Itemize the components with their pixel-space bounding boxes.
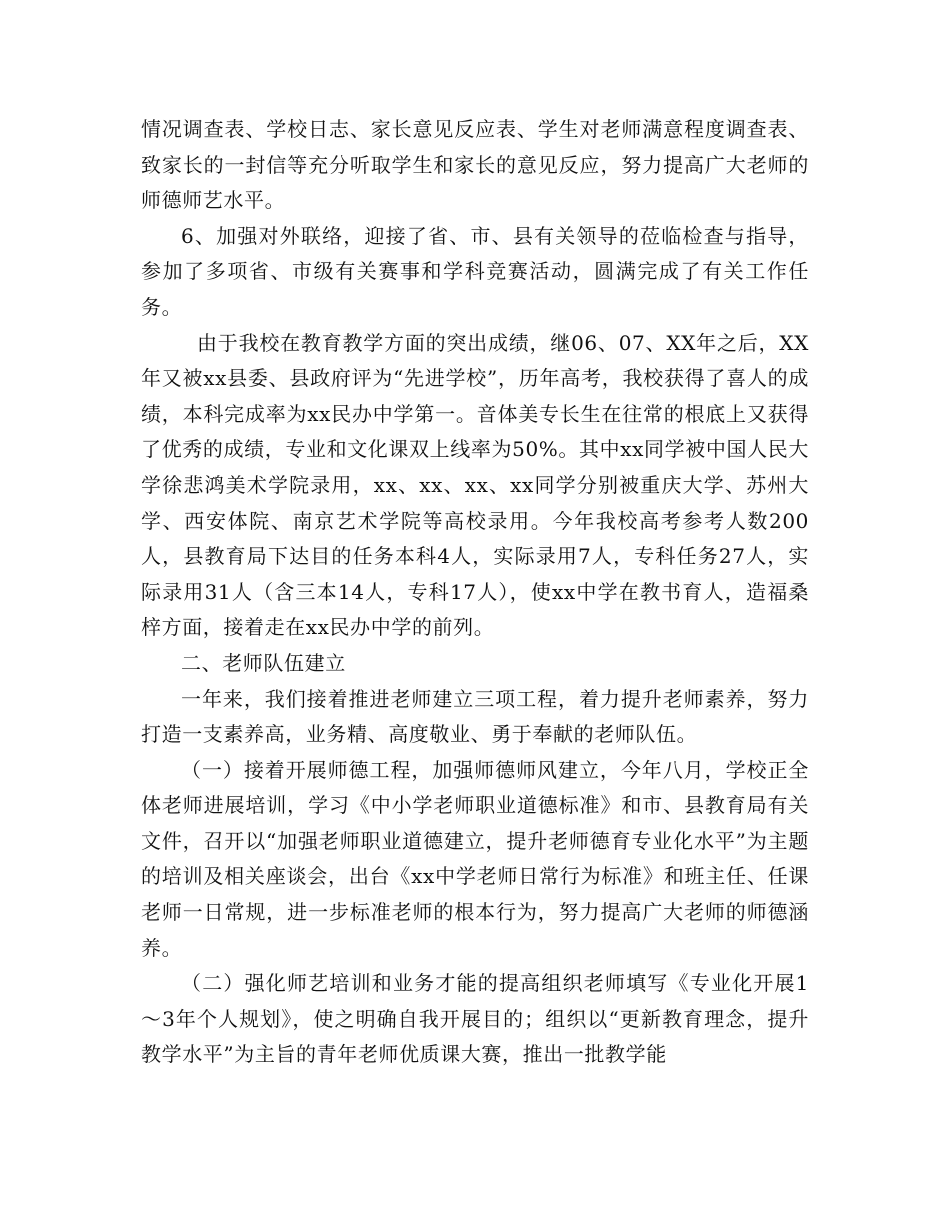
section-heading-teacher-team: 二、老师队伍建立 (181, 650, 346, 675)
paragraph-subsection-1: （一）接着开展师德工程，加强师德师风建立，今年八月，学校正全体老师进展培训，学习《中小学老师职业道德标准》和市、县教育局有关文件，召开以“加强老师职业道德建立，提升老师德育专业化水平”为主题的培训及相关座谈会，出台《xx中学老师日常行为标准》和班主任、任课老师一日常规，进一步标准老师的根本行为，努力提高广大老师的师德涵养。 (141, 757, 809, 960)
document-body (141, 112, 809, 1073)
paragraph-survey-continued: 情况调查表、学校日志、家长意见反应表、学生对老师满意程度调查表、致家长的一封信等充分听取学生和家长的意见反应，努力提高广大老师的师德师艺水平。 (141, 117, 809, 213)
paragraph-achievements: 由于我校在教育教学方面的突出成绩，继06、07、XX年之后，XX年又被xx县委、县政府评为“先进学校”，历年高考，我校获得了喜人的成绩，本科完成率为xx民办中学第一。音体美专长生在往常的根底上又获得了优秀的成绩，专业和文化课双上线率为50%。其中xx同学被中国人民大学徐悲鸿美术学院录用，xx、xx、xx、xx同学分别被重庆大学、苏州大学、西安体院、南京艺术学院等高校录用。今年我校高考参考人数200人，县教育局下达目的任务本科4人，实际录用7人，专科任务27人，实际录用31人（含三本14人，专科17人），使xx中学在教书育人，造福桑梓方面，接着走在xx民办中学的前列。 (141, 330, 809, 640)
paragraph-subsection-2: （二）强化师艺培训和业务才能的提高组织老师填写《专业化开展1～3年个人规划》，使之明确自我开展目的；组织以“更新教育理念，提升教学水平”为主旨的青年老师优质课大赛，推出一批教学能 (141, 971, 809, 1067)
paragraph-item-6: 6、加强对外联络，迎接了省、市、县有关领导的莅临检查与指导，参加了多项省、市级有关赛事和学科竞赛活动，圆满完成了有关工作任务。 (141, 223, 809, 319)
paragraph-intro: 一年来，我们接着推进老师建立三项工程，着力提升老师素养，努力打造一支素养高，业务精、高度敬业、勇于奉献的老师队伍。 (141, 686, 809, 747)
